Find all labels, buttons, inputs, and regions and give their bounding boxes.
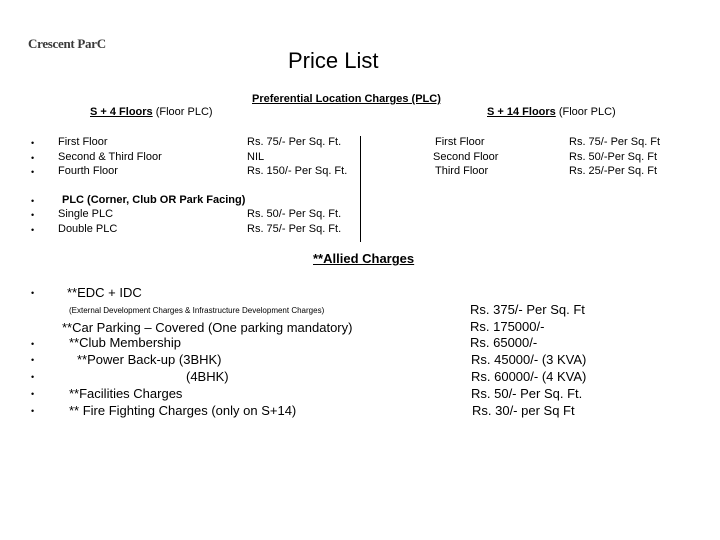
allied-charges-heading: **Allied Charges bbox=[313, 251, 415, 266]
left-floor-value: Rs. 150/- Per Sq. Ft. bbox=[247, 165, 348, 177]
right-floor-value: Rs. 75/- Per Sq. Ft bbox=[569, 136, 661, 148]
right-floor-value: Rs. 50/-Per Sq. Ft bbox=[569, 151, 658, 163]
right-section-heading bbox=[487, 106, 616, 118]
right-floor-label: Third Floor bbox=[435, 165, 489, 177]
left-floor-value: Rs. 75/- Per Sq. Ft. bbox=[247, 136, 342, 148]
bullet-icon: • bbox=[31, 210, 35, 220]
bullet-icon: • bbox=[31, 406, 35, 416]
allied-value: Rs. 60000/- (4 KVA) bbox=[471, 369, 587, 384]
allied-value: Rs. 65000/- bbox=[470, 335, 538, 350]
fire-fighting-label: ** Fire Fighting Charges (only on S+14) bbox=[69, 403, 297, 418]
allied-value: Rs. 50/- Per Sq. Ft. bbox=[471, 386, 583, 401]
bullet-icon: • bbox=[31, 196, 35, 206]
bullet-icon: • bbox=[31, 389, 35, 399]
bullet-icon: • bbox=[31, 167, 35, 177]
edc-idc-label: **EDC + IDC bbox=[67, 285, 142, 300]
allied-value: Rs. 375/- Per Sq. Ft bbox=[470, 302, 585, 317]
left-floor-label: Fourth Floor bbox=[58, 165, 118, 177]
allied-value: Rs. 30/- per Sq Ft bbox=[472, 403, 575, 418]
plc-subtitle: Preferential Location Charges (PLC) bbox=[252, 93, 441, 105]
bullet-icon: • bbox=[31, 372, 35, 382]
left-heading-rest: (Floor PLC) bbox=[152, 106, 213, 118]
left-section-heading bbox=[90, 106, 213, 118]
bullet-icon: • bbox=[31, 138, 35, 148]
crescent-parc-logo: Crescent ParC bbox=[28, 36, 106, 51]
facing-plc-label: Single PLC bbox=[58, 208, 114, 220]
facilities-charges-label: **Facilities Charges bbox=[69, 386, 183, 401]
edc-idc-note: (External Development Charges & Infrastructure Development Charges) bbox=[69, 306, 325, 315]
left-heading-bold: S + 4 Floors bbox=[90, 106, 153, 118]
right-floor-value: Rs. 25/-Per Sq. Ft bbox=[569, 165, 658, 177]
allied-value: Rs. 175000/- bbox=[470, 319, 545, 334]
page-title: Price List bbox=[288, 48, 379, 73]
left-floor-value: NIL bbox=[247, 151, 265, 163]
facing-plc-label: Double PLC bbox=[58, 223, 118, 235]
allied-value: Rs. 45000/- (3 KVA) bbox=[471, 352, 587, 367]
left-floor-label: Second & Third Floor bbox=[58, 151, 162, 163]
club-membership-label: **Club Membership bbox=[69, 335, 181, 350]
right-heading-bold: S + 14 Floors bbox=[487, 106, 556, 118]
right-floor-label: Second Floor bbox=[433, 151, 499, 163]
right-heading-rest: (Floor PLC) bbox=[555, 106, 616, 118]
facing-plc-value: Rs. 50/- Per Sq. Ft. bbox=[247, 208, 342, 220]
power-backup-4bhk-label: (4BHK) bbox=[186, 369, 229, 384]
power-backup-label: **Power Back-up (3BHK) bbox=[77, 352, 222, 367]
right-floor-label: First Floor bbox=[435, 136, 485, 148]
facing-plc-value: Rs. 75/- Per Sq. Ft. bbox=[247, 223, 342, 235]
bullet-icon: • bbox=[31, 153, 35, 163]
car-parking-label: **Car Parking – Covered (One parking mandatory) bbox=[62, 320, 353, 335]
left-floor-label: First Floor bbox=[58, 136, 108, 148]
bullet-icon: • bbox=[31, 288, 35, 298]
column-divider bbox=[360, 136, 361, 242]
facing-plc-heading: PLC (Corner, Club OR Park Facing) bbox=[62, 194, 246, 206]
bullet-icon: • bbox=[31, 339, 35, 349]
bullet-icon: • bbox=[31, 355, 35, 365]
bullet-icon: • bbox=[31, 225, 35, 235]
